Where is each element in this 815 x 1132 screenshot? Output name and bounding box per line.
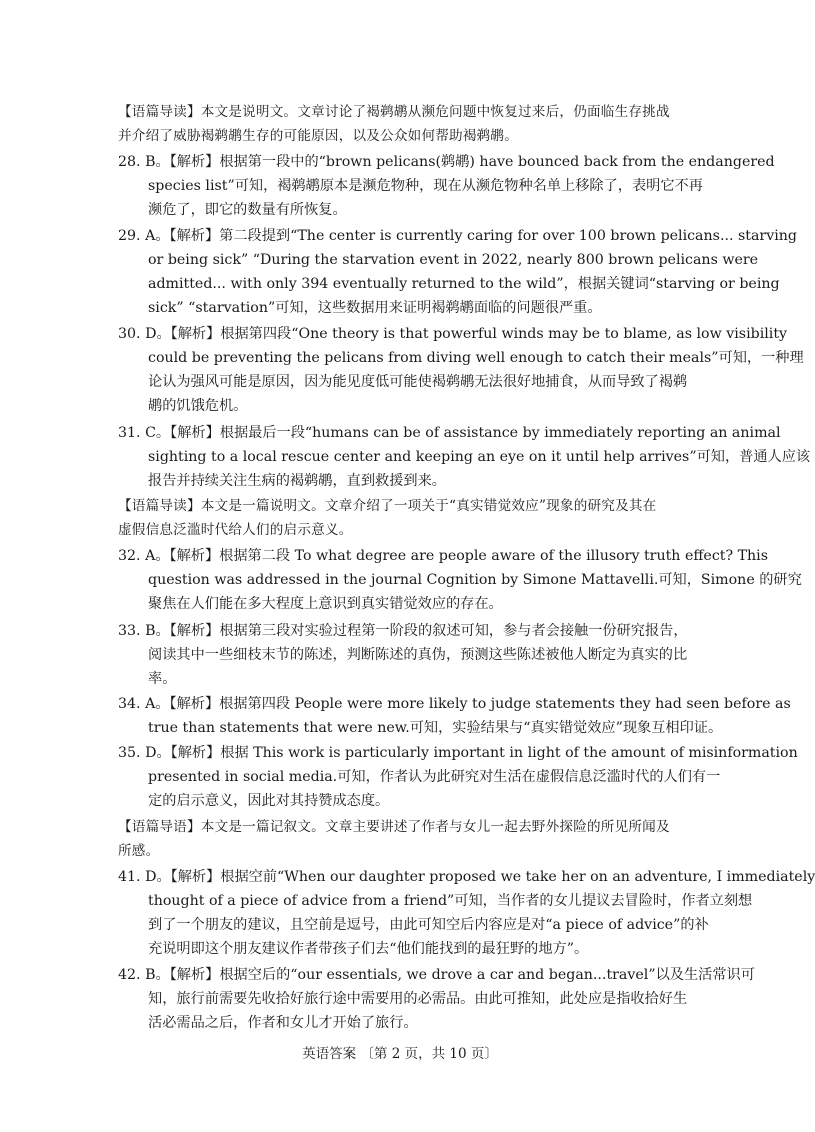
answer-line: 34. A。【解析】根据第四段 People were more likely to judge statements they had seen before as	[118, 696, 791, 712]
answer-35	[118, 741, 798, 813]
answer-33	[118, 619, 690, 691]
answer-line: 31. C。【解析】根据最后一段“humans can be of assistance by immediately reporting an animal	[118, 425, 781, 441]
guide-line: 【语篇导读】本文是一篇说明文。文章介绍了一项关于“真实错觉效应”现象的研究及其在	[118, 498, 657, 514]
answer-28	[118, 150, 775, 222]
answer-42	[118, 963, 755, 1035]
answer-30	[118, 322, 804, 418]
answer-line: 知，旅行前需要先收拾好旅行途中需要用的必需品。由此可推知，此处应是指收拾好生	[148, 991, 688, 1007]
guide-line: 虚假信息泛滥时代给人们的启示意义。	[118, 522, 353, 538]
answer-line: 充说明即这个朋友建议作者带孩子们去“他们能找到的最狂野的地方”。	[148, 941, 589, 957]
page-footer: 英语答案 〔第 2 页，共 10 页〕	[302, 1046, 498, 1062]
answer-line: sighting to a local rescue center and keeping an eye on it until help arrives”可知，普通人应该	[148, 449, 811, 465]
answer-line: 聚焦在人们能在多大程度上意识到真实错觉效应的存在。	[148, 596, 503, 612]
reading-guide-3	[118, 815, 690, 863]
answer-29	[118, 224, 797, 320]
guide-line: 【语篇导读】本文是说明文。文章讨论了褐鹈鹕从濒危问题中恢复过来后，仍面临生存挑战	[118, 104, 670, 120]
answer-line: or being sick” “During the starvation event in 2022, nearly 800 brown pelicans were	[148, 252, 759, 268]
answer-line: presented in social media.可知，作者认为此研究对生活在虚假信息泛滥时代的人们有一	[148, 769, 721, 785]
answer-line: 濒危了，即它的数量有所恢复。	[148, 202, 347, 218]
answer-line: 42. B。【解析】根据空后的“our essentials, we drove a car and began...travel”以及生活常识可	[118, 967, 755, 983]
answer-line: admitted... with only 394 eventually returned to the wild”，根据关键词“starving or being	[148, 276, 780, 292]
guide-line: 所感。	[118, 843, 160, 859]
answer-31	[118, 421, 811, 493]
answer-line: 定的启示意义，因此对其持赞成态度。	[148, 793, 390, 809]
answer-line: species list”可知，褐鹈鹕原本是濒危物种，现在从濒危物种名单上移除了，表明它不再	[148, 178, 703, 194]
answer-line: 29. A。【解析】第二段提到“The center is currently caring for over 100 brown pelicans... starving	[118, 228, 797, 244]
answer-line: 到了一个朋友的建议，且空前是逗号，由此可知空后内容应是对“a piece of advice”的补	[148, 917, 709, 933]
reading-guide-2	[118, 494, 690, 542]
guide-line: 并介绍了威胁褐鹈鹕生存的可能原因，以及公众如何帮助褐鹈鹕。	[118, 128, 519, 144]
answer-line: 33. B。【解析】根据第三段对实验过程第一阶段的叙述可知，参与者会接触一份研究报告，	[118, 623, 688, 639]
answer-line: 28. B。【解析】根据第一段中的“brown pelicans(鹈鹕) have bounced back from the endangered	[118, 154, 775, 170]
answer-line: 32. A。【解析】根据第二段 To what degree are people aware of the illusory truth effect? This	[118, 548, 768, 564]
guide-line: 【语篇导语】本文是一篇记叙文。文章主要讲述了作者与女儿一起去野外探险的所见所闻及	[118, 819, 670, 835]
answer-line: true than statements that were new.可知，实验结果与“真实错觉效应”现象互相印证。	[148, 720, 723, 736]
answer-line: 鹕的饥饿危机。	[148, 398, 248, 414]
answer-line: could be preventing the pelicans from diving well enough to catch their meals”可知，一种理	[148, 350, 804, 366]
answer-line: 41. D。【解析】根据空前“When our daughter proposed we take her on an adventure, I immediately	[118, 869, 815, 885]
reading-guide-1	[118, 100, 690, 148]
answer-line: 论认为强风可能是原因，因为能见度低可能使褐鹈鹕无法很好地捕食，从而导致了褐鹈	[148, 374, 688, 390]
answer-line: question was addressed in the journal Cognition by Simone Mattavelli.可知，Simone 的研究	[148, 572, 802, 588]
answer-line: 阅读其中一些细枝末节的陈述，判断陈述的真伪，预测这些陈述被他人断定为真实的比	[148, 647, 688, 663]
answer-32	[118, 544, 802, 616]
answer-line: 30. D。【解析】根据第四段“One theory is that powerful winds may be to blame, as low visibility	[118, 326, 788, 342]
answer-34	[118, 692, 791, 740]
answer-41	[118, 865, 815, 961]
answer-line: 活必需品之后，作者和女儿才开始了旅行。	[148, 1015, 418, 1031]
answer-line: thought of a piece of advice from a friend”可知，当作者的女儿提议去冒险时，作者立刻想	[148, 893, 753, 909]
answer-line: sick” “starvation”可知，这些数据用来证明褐鹈鹕面临的问题很严重。	[148, 300, 602, 316]
answer-line: 率。	[148, 671, 177, 687]
answer-line: 报告并持续关注生病的褐鹈鹕，直到救援到来。	[148, 473, 446, 489]
answer-line: 35. D。【解析】根据 This work is particularly important in light of the amount of misinformation	[118, 745, 798, 761]
